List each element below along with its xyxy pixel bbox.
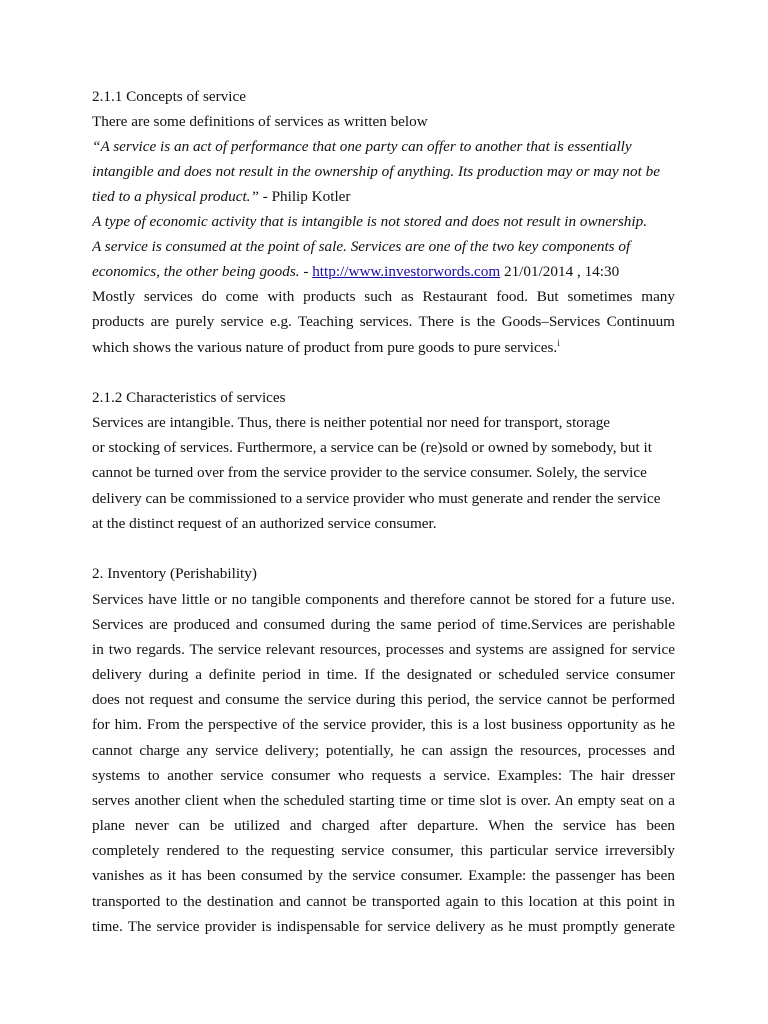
paragraph-line: transported to the destination and cannot be transported again to this location at this point in xyxy=(92,893,675,910)
quote-investorwords-line-2: A service is consumed at the point of sale. Services are one of the two key components of xyxy=(92,238,631,255)
paragraph-line: systems to another service consumer who requests a service. Examples: The hair dresser xyxy=(92,767,675,784)
paragraph-line: Mostly services do come with products such as Restaurant food. But sometimes many xyxy=(92,288,675,305)
quote-kotler-line-1: “A service is an act of performance that one party can offer to another that is essentially xyxy=(92,138,632,155)
paragraph-line: completely rendered to the requesting service consumer, this particular service irreversibly xyxy=(92,842,675,859)
paragraph-line: delivery can be commissioned to a service provider who must generate and render the service xyxy=(92,490,661,507)
paragraph-line: for him. From the perspective of the service provider, this is a lost business opportunity as he xyxy=(92,716,675,733)
quote-kotler-line-2: intangible and does not result in the ownership of anything. Its production may or may not be xyxy=(92,163,660,180)
section-heading-concepts: 2.1.1 Concepts of service xyxy=(92,88,246,105)
paragraph-line: vanishes as it has been consumed by the service consumer. Example: the passenger has been xyxy=(92,867,675,884)
paragraph-line: Services are produced and consumed during the same period of time.Services are perishable xyxy=(92,616,675,633)
quote-attribution: - Philip Kotler xyxy=(258,188,351,205)
paragraph-line: does not request and consume the service during this period, the service cannot be performed xyxy=(92,691,675,708)
paragraph-line: cannot be turned over from the service provider to the service consumer. Solely, the service xyxy=(92,464,647,481)
paragraph-line: cannot charge any service delivery; potentially, he can assign the resources, processes and xyxy=(92,742,675,759)
paragraph-last-text: which shows the various nature of product from pure goods to pure services. xyxy=(92,339,558,356)
paragraph-line: in two regards. The service relevant resources, processes and systems are assigned for service xyxy=(92,641,675,658)
source-link[interactable]: http://www.investorwords.com xyxy=(312,263,501,280)
quote-dash: - xyxy=(299,263,313,280)
source-datetime: 21/01/2014 , 14:30 xyxy=(500,263,620,280)
quote-kotler-line-3 xyxy=(92,184,675,209)
paragraph-line: Services are intangible. Thus, there is neither potential nor need for transport, storage xyxy=(92,414,611,431)
paragraph-line: Services have little or no tangible components and therefore cannot be stored for a future use. xyxy=(92,591,675,608)
paragraph-line: at the distinct request of an authorized service consumer. xyxy=(92,515,437,532)
paragraph-line: serves another client when the scheduled starting time or time slot is over. An empty seat on a xyxy=(92,792,675,809)
quote-kotler-end: tied to a physical product.” xyxy=(92,188,259,205)
intro-text: There are some definitions of services as written below xyxy=(92,113,428,130)
quote-investorwords-end: economics, the other being goods. xyxy=(92,263,300,280)
paragraph-line: delivery during a definite period in time. If the designated or scheduled service consumer xyxy=(92,666,675,683)
section-heading-characteristics: 2.1.2 Characteristics of services xyxy=(92,389,286,406)
paragraph-line: or stocking of services. Furthermore, a service can be (re)sold or owned by somebody, but it xyxy=(92,439,652,456)
quote-investorwords-line-1: A type of economic activity that is intangible is not stored and does not result in ownership. xyxy=(92,213,647,230)
section-heading-inventory: 2. Inventory (Perishability) xyxy=(92,565,257,582)
paragraph-line: products are purely service e.g. Teaching services. There is the Goods–Services Continuum xyxy=(92,313,675,330)
paragraph-line: plane never can be utilized and charged after departure. When the service has been xyxy=(92,817,675,834)
paragraph-last-line xyxy=(92,335,675,360)
quote-investorwords-line-3 xyxy=(92,259,675,284)
footnote-marker[interactable]: i xyxy=(557,338,560,348)
paragraph-line: time. The service provider is indispensable for service delivery as he must promptly generate xyxy=(92,918,675,935)
